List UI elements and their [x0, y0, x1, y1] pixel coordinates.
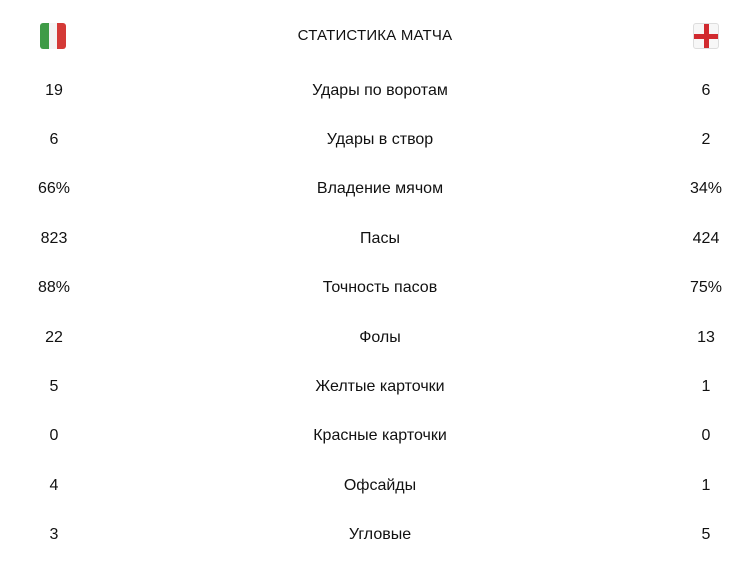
stat-row-fouls [0, 313, 750, 362]
flag-cross-vertical [704, 24, 709, 48]
home-value: 88% [37, 279, 71, 297]
away-value: 6 [701, 81, 711, 99]
stats-table [0, 66, 750, 560]
stat-row-pass-accuracy [0, 264, 750, 313]
stat-label: Точность пасов [322, 279, 438, 297]
stat-row-offsides [0, 461, 750, 510]
home-value: 19 [45, 81, 63, 99]
home-value: 823 [40, 229, 68, 247]
stat-label: Удары по воротам [312, 81, 448, 99]
away-value: 1 [701, 378, 711, 396]
page-title: СТАТИСТИКА МАТЧА [297, 27, 453, 44]
england-flag-icon [693, 23, 719, 49]
stat-label: Удары в створ [326, 131, 434, 149]
stat-row-shots-on-target [0, 115, 750, 164]
stat-row-possession [0, 165, 750, 214]
away-value: 0 [701, 427, 711, 445]
away-value: 2 [701, 131, 711, 149]
home-value: 0 [49, 427, 59, 445]
home-value: 66% [37, 180, 71, 198]
stat-label: Фолы [359, 328, 401, 346]
stat-label: Желтые карточки [315, 378, 445, 396]
stat-row-corners [0, 511, 750, 560]
away-value: 5 [701, 526, 711, 544]
home-value: 4 [49, 476, 59, 494]
home-value: 6 [49, 131, 59, 149]
home-value: 22 [45, 328, 63, 346]
home-value: 5 [49, 378, 59, 396]
home-value: 3 [49, 526, 59, 544]
away-value: 75% [689, 279, 723, 297]
away-value: 34% [689, 180, 723, 198]
stat-row-red-cards [0, 412, 750, 461]
away-value: 13 [697, 328, 715, 346]
stat-row-passes [0, 214, 750, 263]
stat-label: Пасы [360, 229, 400, 247]
stat-label: Угловые [348, 526, 412, 544]
match-stats-header [0, 0, 750, 72]
stat-row-yellow-cards [0, 362, 750, 411]
away-value: 424 [692, 229, 720, 247]
stat-row-shots [0, 66, 750, 115]
stat-label: Офсайды [343, 476, 417, 494]
stat-label: Владение мячом [316, 180, 444, 198]
away-value: 1 [701, 476, 711, 494]
stat-label: Красные карточки [313, 427, 447, 445]
